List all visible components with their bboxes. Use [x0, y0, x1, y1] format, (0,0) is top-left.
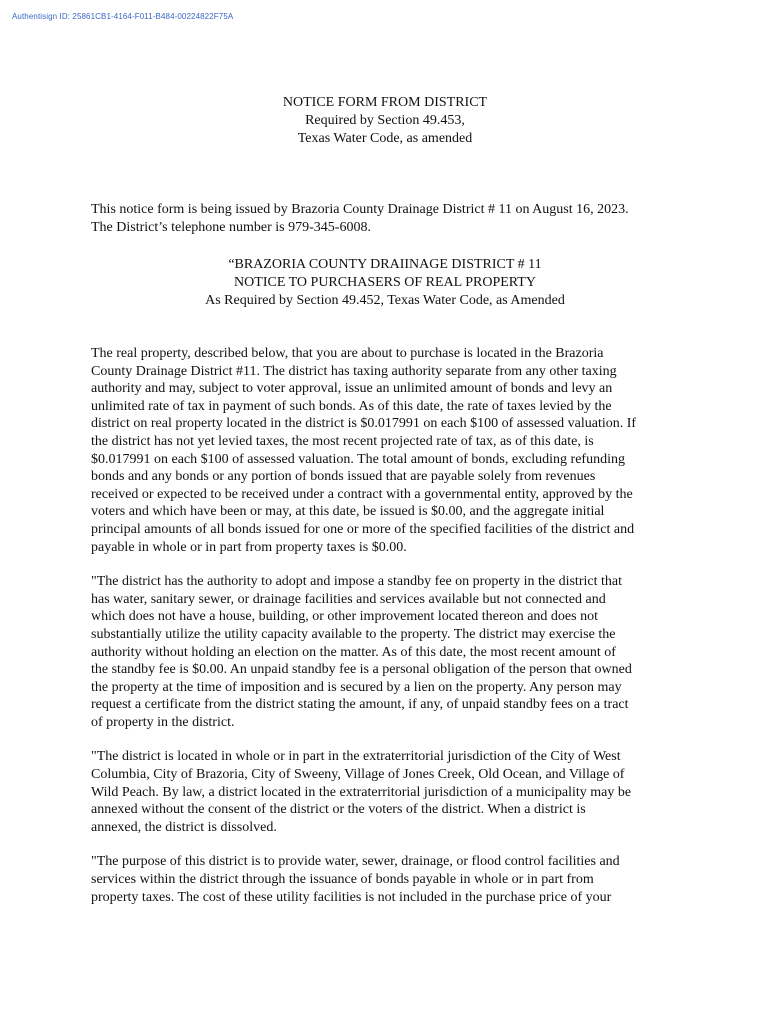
paragraph-line: which does not have a house, building, or other improvement located thereon and does not	[91, 609, 598, 625]
paragraph-line: has water, sanitary sewer, or drainage facilities and services available but not connected and	[91, 591, 606, 607]
paragraph-line: substantially utilize the utility capacity available to the property. The district may exercise the	[91, 626, 616, 642]
body-paragraph	[91, 345, 689, 556]
intro-line: This notice form is being issued by Brazoria County Drainage District # 11 on August 16, 2023.	[91, 202, 629, 217]
form-header	[0, 94, 770, 148]
paragraph-line: Wild Peach. By law, a district located in the extraterritorial jurisdiction of a municipality may be	[91, 784, 632, 800]
paragraph-line: received or expected to be received under a contract with a governmental entity, approved by the	[91, 486, 633, 502]
paragraph-line: property taxes. The cost of these utility facilities is not included in the purchase price of your	[91, 889, 612, 905]
paragraph-line: the standby fee is $0.00. An unpaid standby fee is a personal obligation of the person that owned	[91, 662, 632, 678]
paragraph-line: of property in the district.	[91, 714, 235, 730]
paragraph-line: "The district is located in whole or in part in the extraterritorial jurisdiction of the City of West	[91, 749, 621, 765]
notice-district-title: “BRAZORIA COUNTY DRAIINAGE DISTRICT # 11	[228, 257, 542, 272]
paragraph-line: annexed without the consent of the district or the voters of the district. When a district is	[91, 802, 586, 818]
body-paragraph	[91, 573, 689, 731]
paragraph-line: $0.017991 on each $100 of assessed valuation. The total amount of bonds, excluding refunding	[91, 451, 625, 467]
paragraph-line: authority and may, subject to voter approval, issue an unlimited amount of bonds and levy an	[91, 381, 613, 397]
paragraph-line: bonds and any bonds or any portion of bonds issued that are payable solely from revenues	[91, 469, 596, 485]
paragraph-line: district on real property located in the district is $0.017991 on each $100 of assessed valuation. If	[91, 416, 637, 432]
paragraph-line: County Drainage District #11. The district has taxing authority separate from any other taxing	[91, 363, 617, 379]
body-paragraph	[91, 853, 689, 906]
form-subtitle-section: Required by Section 49.453,	[305, 113, 465, 128]
paragraph-line: unlimited rate of tax in payment of such bonds. As of this date, the rate of taxes levied by the	[91, 398, 612, 414]
paragraph-line: voters and which have been or may, at this date, be issued is $0.00, and the aggregate initial	[91, 504, 605, 520]
paragraph-line: "The purpose of this district is to provide water, sewer, drainage, or flood control facilities and	[91, 854, 620, 870]
intro-paragraph	[91, 201, 691, 237]
paragraph-line: request a certificate from the district stating the amount, if any, of unpaid standby fees on a tract	[91, 697, 629, 713]
body-paragraph	[91, 748, 689, 836]
paragraph-line: Columbia, City of Brazoria, City of Sweeny, Village of Jones Creek, Old Ocean, and Village of	[91, 767, 625, 783]
paragraph-line: the property at the time of imposition and is secured by a lien on the property. Any person may	[91, 679, 622, 695]
authentisign-id: Authentisign ID: 25861CB1-4164-F011-B484-00224822F75A	[12, 12, 234, 21]
notice-body	[91, 345, 689, 923]
intro-line: The District’s telephone number is 979-345-6008.	[91, 220, 371, 235]
paragraph-line: services within the district through the issuance of bonds payable in whole or in part from	[91, 872, 594, 888]
notice-heading	[0, 256, 770, 310]
notice-purchasers-title: NOTICE TO PURCHASERS OF REAL PROPERTY	[234, 275, 536, 290]
paragraph-line: payable in whole or in part from property taxes is $0.00.	[91, 539, 407, 555]
notice-required-by: As Required by Section 49.452, Texas Water Code, as Amended	[205, 293, 565, 308]
paragraph-line: principal amounts of all bonds issued for one or more of the specified facilities of the district and	[91, 521, 635, 537]
paragraph-line: The real property, described below, that you are about to purchase is located in the Brazoria	[91, 346, 604, 361]
paragraph-line: annexed, the district is dissolved.	[91, 819, 277, 835]
form-title: NOTICE FORM FROM DISTRICT	[282, 95, 488, 110]
form-subtitle-code: Texas Water Code, as amended	[297, 131, 473, 146]
paragraph-line: authority without holding an election on the matter. As of this date, the most recent amount of	[91, 644, 616, 660]
paragraph-line: the district has not yet levied taxes, the most recent projected rate of tax, as of this date, is	[91, 433, 594, 449]
paragraph-line: "The district has the authority to adopt and impose a standby fee on property in the district that	[91, 574, 622, 590]
